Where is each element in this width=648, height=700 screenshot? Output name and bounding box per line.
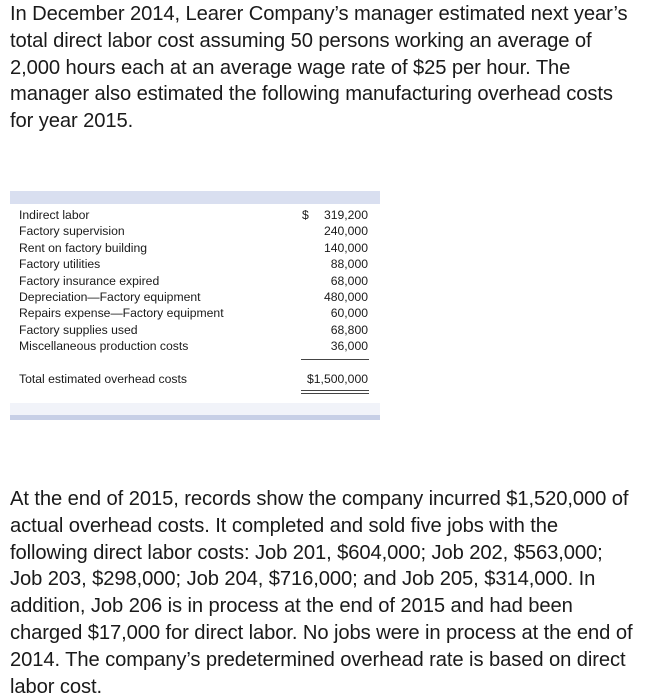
row-value: 36,000 <box>330 339 368 354</box>
row-value: 319,200 <box>323 208 368 222</box>
total-double-rule-top <box>301 390 369 391</box>
row-label: Depreciation—Factory equipment <box>19 290 201 304</box>
row-value: 68,000 <box>330 273 368 288</box>
table-row <box>10 322 380 338</box>
row-value: 88,000 <box>330 257 368 272</box>
row-value: 480,000 <box>323 290 368 304</box>
row-label: Factory utilities <box>19 257 101 272</box>
table-header-band <box>10 191 380 204</box>
overhead-cost-table <box>10 191 380 420</box>
table-row <box>10 223 380 239</box>
row-label: Factory supervision <box>19 224 125 239</box>
row-value: 240,000 <box>323 224 368 239</box>
row-label: Factory insurance expired <box>19 273 160 288</box>
problem-details-paragraph: At the end of 2015, records show the company incurred $1,520,000 of actual overhead costs. It completed and sold five jobs with the following direct labor costs: Job 201, $604,000; Job 202, $563,000; Job 203, $298,000; Job 204, $716,000; and Job 205, $314,000. In addition, Job 206 is in process at the end of 2015 and had been charged $17,000 for direct labor. No jobs were in process at the end of 2014. The company’s predetermined overhead rate is based on direct labor cost. <box>10 488 633 698</box>
total-label: Total estimated overhead costs <box>19 372 188 386</box>
table-footer-shade <box>10 403 380 415</box>
row-label: Indirect labor <box>19 208 90 222</box>
currency-symbol: $ <box>302 208 309 222</box>
row-label: Miscellaneous production costs <box>19 339 189 354</box>
table-row <box>10 207 380 223</box>
table-row <box>10 338 380 354</box>
row-value: 140,000 <box>323 240 368 255</box>
row-label: Repairs expense—Factory equipment <box>19 306 224 321</box>
table-footer-band <box>10 415 380 420</box>
total-value: $1,500,000 <box>307 372 368 386</box>
table-row <box>10 256 380 272</box>
row-value: 60,000 <box>330 306 368 321</box>
row-label: Factory supplies used <box>19 322 138 337</box>
table-row <box>10 305 380 321</box>
problem-intro-paragraph: In December 2014, Learer Company’s manager estimated next year’s total direct labor cost assuming 50 persons working an average of 2,000 hours each at an average wage rate of $25 per hour. The manager also estimated the following manufacturing overhead costs for year 2015. <box>10 3 628 133</box>
table-row <box>10 289 380 305</box>
table-row <box>10 240 380 256</box>
subtotal-rule <box>301 359 369 360</box>
total-double-rule-bottom <box>301 393 369 394</box>
table-total-row <box>10 371 380 387</box>
row-label: Rent on factory building <box>19 240 148 255</box>
table-row <box>10 273 380 289</box>
row-value: 68,800 <box>330 322 368 337</box>
